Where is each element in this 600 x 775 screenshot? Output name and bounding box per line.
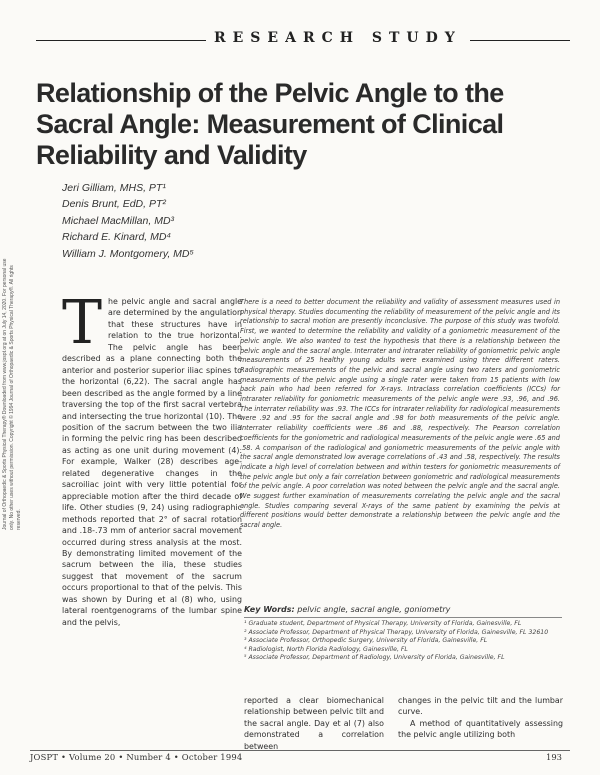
body-paragraph: A method of quantitatively assessing the pelvic angle utilizing both: [398, 718, 563, 740]
journal-info: JOSPT • Volume 20 • Number 4 • October 1994: [30, 752, 243, 762]
body-paragraph: changes in the pelvic tilt and the lumbar curve.: [398, 696, 563, 717]
affiliation-item: ³ Associate Professor, Orthopedic Surgery, University of Florida, Gainesville, FL: [244, 637, 488, 645]
author-item: Michael MacMillan, MD³: [62, 214, 175, 227]
drop-cap: T: [62, 288, 103, 358]
body-column-left: [62, 288, 242, 628]
keywords-list: pelvic angle, sacral angle, goniometry: [297, 605, 451, 614]
copyright-sidebar: [2, 250, 34, 530]
author-affiliations: [244, 620, 564, 663]
affiliation-item: ⁵ Associate Professor, Department of Radiology, University of Florida, Gainesville, FL: [244, 654, 505, 662]
affiliation-item: ⁴ Radiologist, North Florida Radiology, Gainesville, FL: [244, 645, 408, 653]
affiliation-item: ² Associate Professor, Department of Physical Therapy, University of Florida, Gainesville, FL 32610: [244, 628, 549, 636]
author-item: Denis Brunt, EdD, PT²: [62, 198, 166, 211]
body-column-middle: [244, 695, 384, 752]
article-title: Relationship of the Pelvic Angle to the Sacral Angle: Measurement of Clinical Reliability and Validity: [36, 78, 504, 170]
section-header: [36, 30, 570, 52]
author-list: [62, 180, 322, 262]
abstract: There is a need to better document the reliability and validity of assessment measures used in physical therapy. Studies documenting the reliability of measurement of the pelvic angle and its relationship to sacral motion are presently inconclusive. The purpose of this study was twofold. First, we wanted to determine the reliability and validity of a goniometric measurement of the pelvic angle. We also wanted to test the hypothesis that there is a relationship between the pelvic angle and the sacral angle. Interrater and intrarater reliability of goniometric pelvic angle measurements of 25 healthy young adults were examined using three different raters. Radiographic measurements of the pelvic and sacral angle using two raters and goniometric measurements of the pelvic angle using a single rater were taken from 15 patients with low back pain who had been referred for X-rays. Intraclass correlation coefficients (ICCs) for intrarater reliability for goniometric measurements of the pelvic angle were .93, .96, and .96. The interrater reliability was .93. The ICCs for intrarater reliability for radiological measurements were .92 and .95 for the sacral angle and .98 for both measurements of the pelvic angle. Interrater reliability coefficients were .86 and .88, respectively. The Pearson correlation coefficients for the goniometric and radiological measurements of the pelvic angle were .65 and .58. A comparison of the radiological and goniometric measurements of the pelvic angle with the sacral angle demonstrated low average correlations of .43 and .58, respectively. The results indicate a high level of correlation between and within testers for goniometric measurements of the pelvic angle but only a fair correlation between goniometric and radiological measurements of the pelvic angle. A poor correlation was noted between the pelvic angle and the sacral angle. We suggest further examination of measurements correlating the pelvic angle and the sacral angle. Studies comparing several X-rays of the same patient by examining the pelvis at different positions would better demonstrate a relationship between the pelvic angle and the sacral angle.: [240, 298, 560, 530]
author-item: Richard E. Kinard, MD⁴: [62, 231, 171, 244]
author-item: William J. Montgomery, MD⁵: [62, 247, 194, 260]
intro-paragraph: he pelvic angle and sacral angle are determined by the angulation that these structures have in relation to the true horizontal. The pelvic angle has been described as a plane connecting both the anterior and posterior superior iliac spines to the horizontal (6,22). The sacral angle has been described as the angle formed by a line traversing the top of the first sacral vertebra and intersecting the true horizontal (10). The position of the sacrum between the two ilia in forming the pelvic ring has been described as acting as one unit during movement (4). For example, Walker (28) describes age-related degenerative changes in the sacroiliac joint with very little potential for appreciable motion after the third decade of life. Other studies (9, 24) using radiographic methods reported that 2° of sacral rotation and .18-.73 mm of anterior sacral movement occurred during stress analysis at the most. By demonstrating limited movement of the sacrum between the ilia, these studies suggest that movement of the sacrum occurs proportional to that of the pelvis. This was shown by During et al (8) who, using lateral roentgenograms of the lumbar spine and the pelvis,: [62, 297, 242, 627]
section-label: RESEARCH STUDY: [206, 30, 470, 46]
keywords-divider: [244, 617, 562, 618]
affiliation-item: ¹ Graduate student, Department of Physical Therapy, University of Florida, Gainesville, FL: [244, 620, 522, 627]
body-column-right: [398, 695, 563, 741]
author-item: Jeri Gilliam, MHS, PT¹: [62, 182, 166, 194]
keywords: [244, 605, 564, 614]
keywords-label: Key Words:: [244, 605, 295, 614]
copyright-notice: Journal of Orthopaedic & Sports Physical Therapy® Downloaded from www.jospt.org at on July 14, 2020. For personal use only. No other uses without permission. Copyright © 1994 Journal of Orthopaedic & Sports Physical Therapy®. All rights reserved.: [2, 258, 22, 530]
page-number: 193: [546, 752, 562, 762]
footer-divider: [30, 750, 570, 751]
body-paragraph: reported a clear biomechanical relationship between pelvic tilt and the sacral angle. Day et al (7) also demonstrated a correlation between: [244, 696, 384, 751]
